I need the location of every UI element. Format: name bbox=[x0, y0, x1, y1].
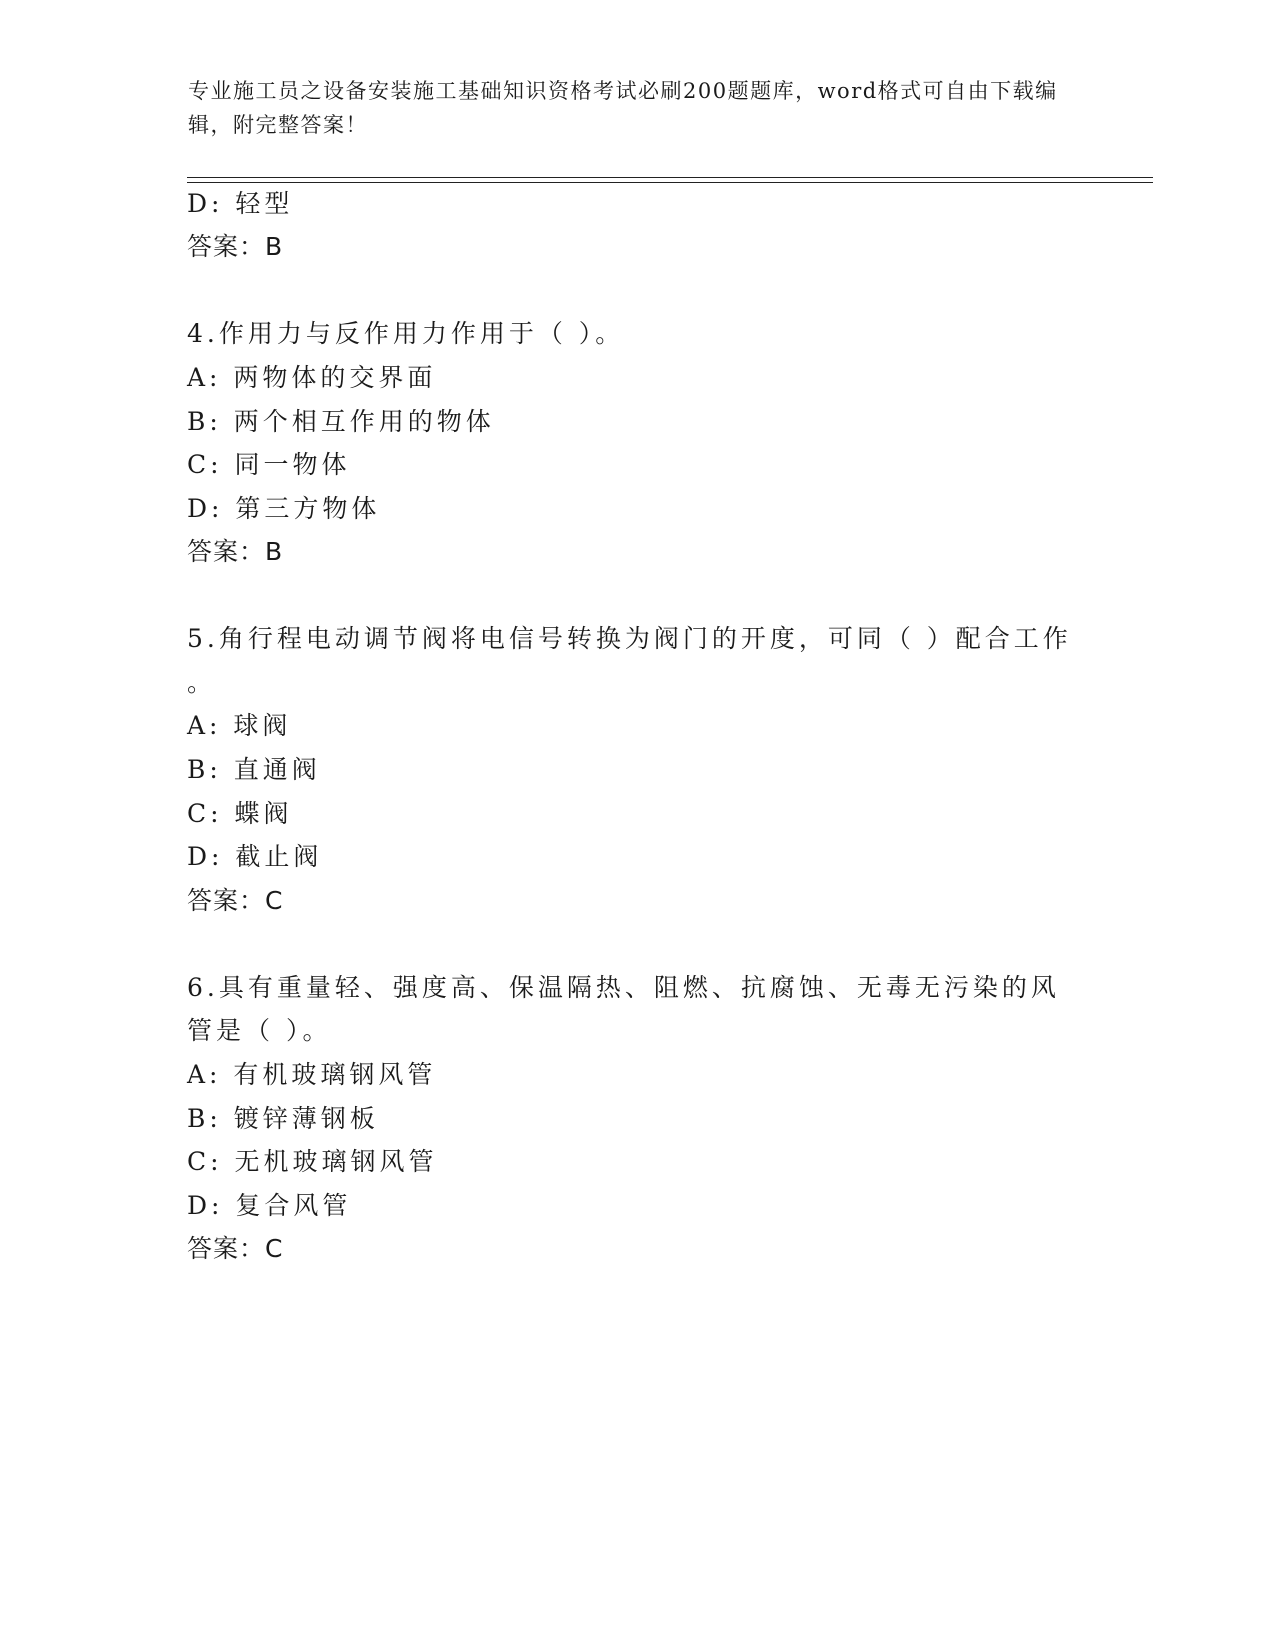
q4-option-c: C: 同一物体 bbox=[187, 450, 351, 479]
header-rule-top bbox=[187, 177, 1153, 178]
q6-option-b: B: 镀锌薄钢板 bbox=[187, 1104, 379, 1133]
q5-option-b: B: 直通阀 bbox=[187, 755, 321, 784]
q5-option-c: C: 蝶阀 bbox=[187, 799, 293, 828]
q4-option-d: D: 第三方物体 bbox=[187, 494, 381, 523]
q6-option-c: C: 无机玻璃钢风管 bbox=[187, 1147, 438, 1176]
q6-stem-line2: 管是（ ）。 bbox=[187, 1016, 332, 1045]
q5-option-d: D: 截止阀 bbox=[187, 842, 323, 871]
document-header: 专业施工员之设备安装施工基础知识资格考试必刷200题题库，word格式可自由下载编辑，附完整答案！ bbox=[188, 79, 1058, 137]
q5-stem-line1: 5.角行程电动调节阀将电信号转换为阀门的开度，可同（ ）配合工作 bbox=[187, 624, 1072, 653]
q4-stem: 4.作用力与反作用力作用于（ ）。 bbox=[187, 319, 625, 348]
header-rule-bottom bbox=[187, 182, 1153, 183]
q4-option-a: A: 两物体的交界面 bbox=[187, 363, 437, 392]
q4-answer: 答案：B bbox=[187, 537, 284, 566]
q3-answer: 答案：B bbox=[187, 232, 284, 261]
q5-option-a: A: 球阀 bbox=[187, 711, 292, 740]
q6-option-a: A: 有机玻璃钢风管 bbox=[187, 1060, 437, 1089]
q6-option-d: D: 复合风管 bbox=[187, 1191, 352, 1220]
q4-option-b: B: 两个相互作用的物体 bbox=[187, 407, 495, 436]
q6-answer: 答案：C bbox=[187, 1234, 284, 1263]
q6-stem-line1: 6.具有重量轻、强度高、保温隔热、阻燃、抗腐蚀、无毒无污染的风 bbox=[187, 973, 1060, 1002]
q5-stem-line2: 。 bbox=[187, 668, 217, 697]
q5-answer: 答案：C bbox=[187, 886, 284, 915]
q3-option-d: D: 轻型 bbox=[187, 189, 294, 218]
